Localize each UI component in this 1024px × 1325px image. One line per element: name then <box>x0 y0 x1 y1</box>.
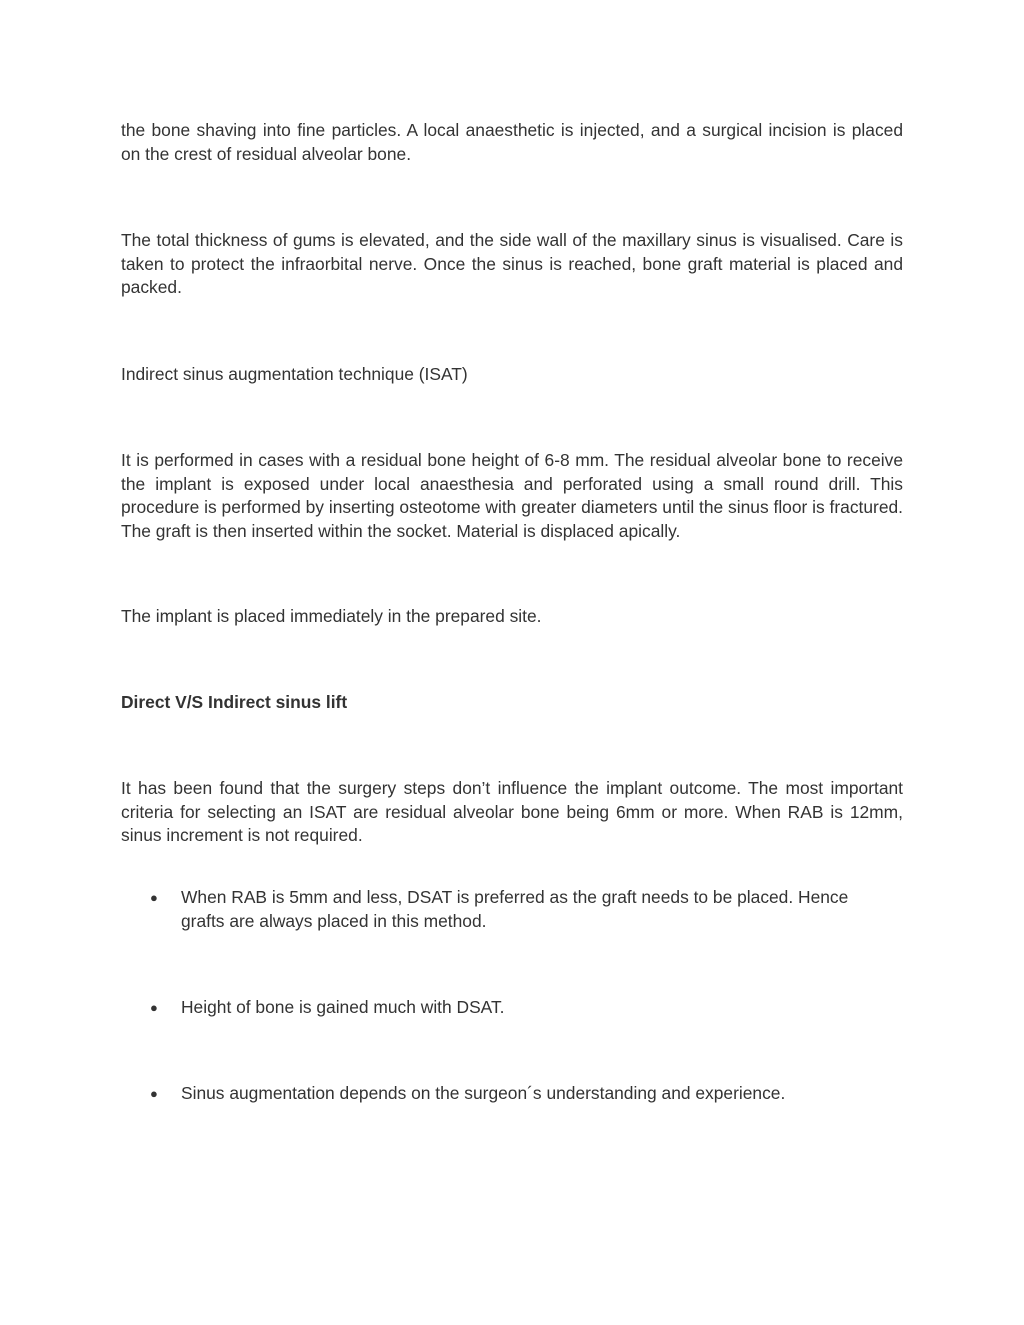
list-item-text: When RAB is 5mm and less, DSAT is preferred as the graft needs to be placed. Hence grafts are always placed in this method. <box>181 887 849 931</box>
list-item <box>150 996 903 1020</box>
bullet-icon: ● <box>150 890 158 905</box>
section-heading: Direct V/S Indirect sinus lift <box>121 692 348 712</box>
paragraph-implant-placement: The implant is placed immediately in the prepared site. <box>121 606 542 626</box>
paragraph-gum-elevation: The total thickness of gums is elevated, and the side wall of the maxillary sinus is visualised. Care is taken to protect the infraorbital nerve. Once the sinus is reached, bone graft material is placed and packed. <box>121 230 903 297</box>
paragraph-isat-procedure: It is performed in cases with a residual bone height of 6-8 mm. The residual alveolar bone to receive the implant is exposed under local anaesthesia and perforated using a small round drill. This procedure is performed by inserting osteotome with greater diameters until the sinus floor is fractured. The graft is then inserted within the socket. Material is displaced apically. <box>121 450 903 541</box>
paragraph-surgery-outcome: It has been found that the surgery steps don’t influence the implant outcome. The most important criteria for selecting an ISAT are residual alveolar bone being 6mm or more. When RAB is 12mm, sinus increment is not required. <box>121 778 903 845</box>
bullet-icon: ● <box>150 1000 158 1015</box>
list-item-text: Sinus augmentation depends on the surgeon´s understanding and experience. <box>181 1083 786 1103</box>
paragraph-bone-shaving: the bone shaving into fine particles. A local anaesthetic is injected, and a surgical incision is placed on the crest of residual alveolar bone. <box>121 120 903 164</box>
bullet-icon: ● <box>150 1086 158 1101</box>
list-item <box>150 1082 903 1106</box>
paragraph-isat-title: Indirect sinus augmentation technique (ISAT) <box>121 364 468 384</box>
list-item <box>150 886 903 933</box>
list-item-text: Height of bone is gained much with DSAT. <box>181 997 505 1017</box>
